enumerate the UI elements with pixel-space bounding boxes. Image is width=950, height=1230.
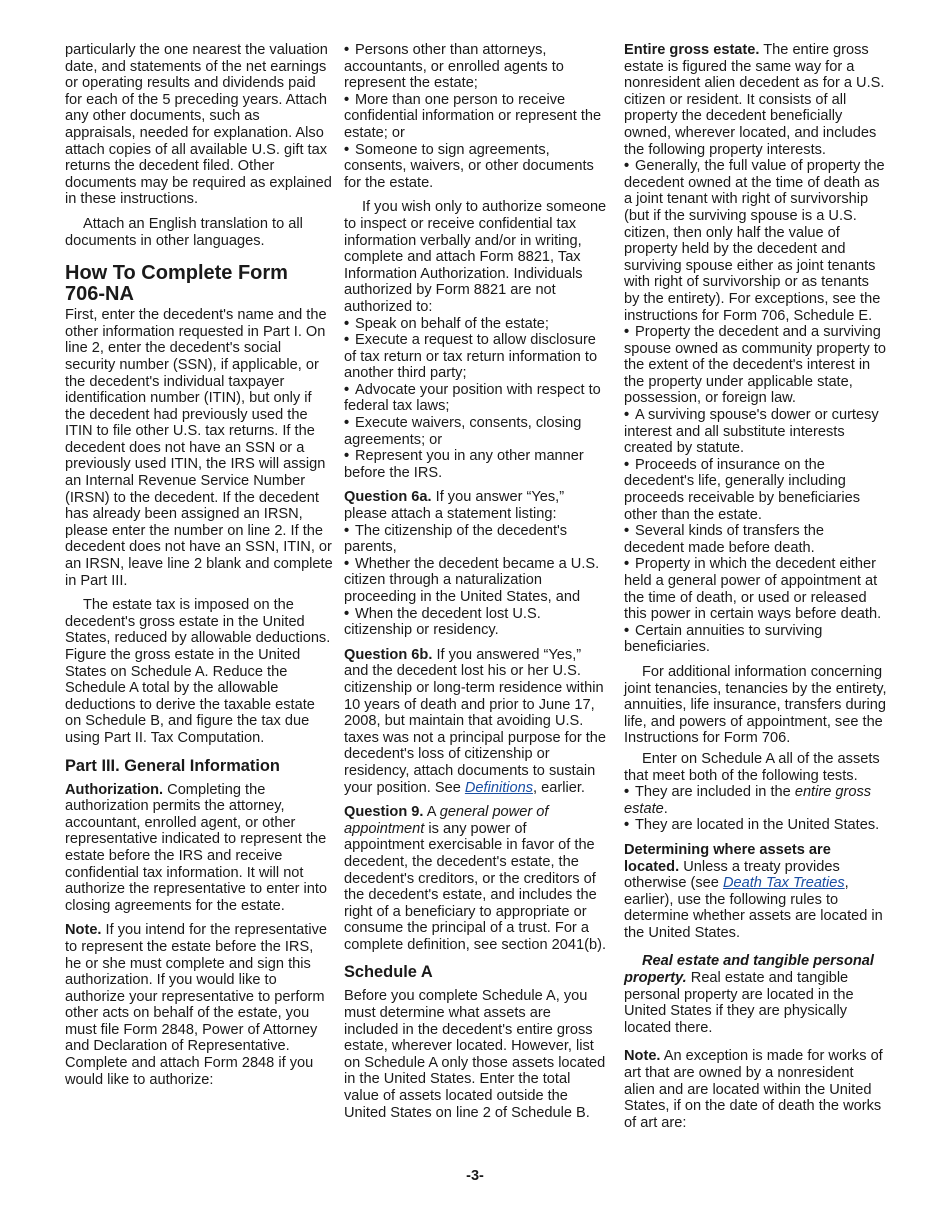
column-1: [65, 42, 333, 1096]
question-6b-after: , earlier.: [533, 779, 585, 796]
schedule-a-heading: Schedule A: [344, 963, 433, 982]
determining-location-label: Determining where assets are located.: [624, 841, 831, 875]
how-to-complete-heading: How To Complete Form 706-NA: [65, 262, 288, 306]
question-9-paragraph: [344, 804, 608, 953]
list-item: • Execute a request to allow disclosure of tax return or tax return information to another third party;: [344, 332, 608, 382]
list-item: • Advocate your position with respect to federal tax laws;: [344, 382, 608, 415]
question-6b-label: Question 6b.: [344, 646, 433, 663]
column-3: [624, 42, 888, 1139]
authorization-text: Completing the authorization permits the attorney, accountant, enrolled agent, or other representative indicated to represent the estate before the IRS and receive confidential tax information. It will not authorize the representative to enter into closing agreements for the estate.: [65, 781, 328, 914]
real-estate-text: Real estate and tangible personal property are located in the United States if they are physically located there.: [624, 970, 854, 1036]
definitions-link[interactable]: Definitions: [464, 779, 534, 796]
real-estate-label: Real estate and tangible personal property.: [624, 953, 874, 987]
list-item: • Property in which the decedent either held a general power of appointment at the time of death, or used or released this power in certain ways before death.: [624, 556, 888, 622]
question-9-term: general power of appointment: [344, 804, 549, 837]
list-item: • Several kinds of transfers the decedent made before death.: [624, 523, 888, 556]
question-6a-paragraph: [344, 489, 608, 522]
list-item: • A surviving spouse's dower or curtesy interest and all substitute interests created by statute.: [624, 407, 888, 457]
note-text: If you intend for the representative to represent the estate before the IRS, he or she must complete and sign this authorization. If you would like to authorize your representative to perform other acts on behalf of the estate, you must file Form 2848, Power of Attorney and Declaration of Representative. Complete and attach Form 2848 if you would like to authorize:: [65, 922, 328, 1088]
note-label: Note.: [65, 922, 102, 939]
decedent-info-paragraph: First, enter the decedent's name and the other information requested in Part I. On line 2, enter the decedent's social security number (SSN), if applicable, or the decedent's individual taxpayer identification number (ITIN), but only if the decedent had previously used the ITIN to file other U.S. tax returns. If the decedent does not have an SSN or a previously used ITIN, the IRS will assign an Internal Revenue Service Number (IRSN) to the decedent. If the decedent has already been assigned an IRSN, please enter the number on line 2. If the decedent does not have an SSN, ITIN, or an IRSN, leave line 2 blank and complete in Part III.: [65, 307, 333, 589]
authorization-label: Authorization.: [65, 781, 164, 798]
translation-paragraph: Attach an English translation to all documents in other languages.: [65, 215, 303, 249]
question-9-label: Question 9.: [344, 804, 424, 821]
note-paragraph: [65, 922, 333, 1088]
list-item: • Represent you in any other manner before the IRS.: [344, 448, 608, 481]
list-item: • They are located in the United States.: [624, 817, 888, 834]
additional-info-paragraph: For additional information concerning joint tenancies, tenancies by the entirety, annuities, life insurance, transfers during life, and powers of appointment, see the Instructions for Form 706.: [624, 663, 887, 747]
question-9-pre: A: [423, 804, 440, 821]
list-item: • Speak on behalf of the estate;: [344, 316, 608, 333]
determining-location-after: , earlier), use the following rules to determine whether assets are located in the United States.: [624, 875, 883, 941]
test-1-end: .: [663, 800, 668, 817]
list-item: • Execute waivers, consents, closing agreements; or: [344, 415, 608, 448]
estate-tax-paragraph: The estate tax is imposed on the decedent's gross estate in the United States, reduced by allowable deductions. Figure the gross estate in the United States on Schedule A. Reduce the Schedule A total by the allowable deductions to derive the taxable estate on Schedule B, and figure the tax due using Part II. Tax Computation.: [65, 597, 331, 746]
list-item: • Certain annuities to surviving beneficiaries.: [624, 623, 888, 656]
determining-location-text: Unless a treaty provides otherwise (see: [624, 858, 840, 892]
column-2: [344, 42, 608, 1129]
question-9-text: is any power of appointment exercisable in favor of the decedent, the decedent's estate, the decedent's creditors, or the creditors of the decedent's estate, and includes the right of a beneficiary to appropriate or consume the principal of a trust. For a complete definition, see section 2041(b).: [344, 820, 607, 953]
list-item: • Proceeds of insurance on the decedent's life, generally including proceeds receivable by beneficiaries other than the estate.: [624, 457, 888, 523]
list-item: • Generally, the full value of property the decedent owned at the time of death as a joint tenant with right of survivorship (but if the surviving spouse is a U.S. citizen, then only half the value of property held by the decedent and surviving spouse either as joint tenants with right of survivorship or as tenants by the entirety). For exceptions, see the instructions for Form 706, Schedule E.: [624, 158, 888, 324]
schedule-a-paragraph: Before you complete Schedule A, you must determine what assets are included in the decedent's entire gross estate, wherever located. However, list on Schedule A only those assets located in the United States. Enter the total value of assets located outside the United States on line 2 of Schedule B.: [344, 988, 606, 1121]
question-6b-paragraph: [344, 647, 608, 796]
list-item: [624, 784, 888, 817]
valuation-paragraph: particularly the one nearest the valuation date, and statements of the net earnings or operating results and dividends paid for each of the 5 preceding years. Attach any other documents, such as appraisals, needed for explanation. Also attach copies of all available U.S. gift tax returns the decedent filed. Other documents may be required as explained in these instructions.: [65, 42, 332, 208]
art-note-text: An exception is made for works of art that are owned by a nonresident alien and are located within the United States, if on the date of death the works of art are:: [624, 1048, 883, 1131]
form-8821-paragraph: If you wish only to authorize someone to inspect or receive confidential tax information verbally and/or in writing, complete and attach Form 8821, Tax Information Authorization. Individuals authorized by Form 8821 are not authorized to:: [344, 199, 607, 315]
enter-schedule-a-paragraph: Enter on Schedule A all of the assets that meet both of the following tests.: [624, 750, 880, 784]
question-6a-label: Question 6a.: [344, 489, 432, 506]
list-item: • Property the decedent and a surviving spouse owned as community property to the extent of the decedent's interest in the property under applicable state, possession, or foreign law.: [624, 324, 888, 407]
test-1-text: They are included in the: [635, 784, 795, 801]
art-note-paragraph: [624, 1048, 888, 1131]
list-item: • More than one person to receive confidential information or represent the estate; or: [344, 92, 608, 142]
authorization-paragraph: [65, 782, 333, 915]
entire-gross-estate-text: The entire gross estate is figured the same way for a nonresident alien decedent as for a U.S. citizen or resident. It consists of all property the decedent beneficially owned, wherever located, and includes the following property interests.: [624, 42, 885, 158]
part3-heading: Part III. General Information: [65, 756, 280, 775]
art-note-label: Note.: [624, 1048, 661, 1065]
entire-gross-estate-paragraph: [624, 42, 888, 158]
list-item: • Persons other than attorneys, accountants, or enrolled agents to represent the estate;: [344, 42, 608, 92]
list-item: • When the decedent lost U.S. citizenship or residency.: [344, 606, 608, 639]
entire-gross-estate-label: Entire gross estate.: [624, 42, 760, 58]
determining-location-paragraph: [624, 842, 888, 942]
list-item: • Whether the decedent became a U.S. citizen through a naturalization proceeding in the United States, and: [344, 556, 608, 606]
page-number: -3-: [466, 1168, 484, 1184]
list-item: • Someone to sign agreements, consents, waivers, or other documents for the estate.: [344, 142, 608, 192]
question-6b-text: If you answered “Yes,” and the decedent lost his or her U.S. citizenship or long-term residence within 10 years of death and prior to June 17, 2008, but maintain that avoiding U.S. taxes was not a principal purpose for the decedent's loss of citizenship or residency, attach documents to sustain your position. See: [344, 646, 607, 796]
test-1-term: entire gross estate: [624, 784, 872, 817]
question-6a-text: If you answer “Yes,” please attach a statement listing:: [344, 489, 565, 523]
death-tax-treaties-link[interactable]: Death Tax Treaties: [722, 875, 845, 892]
real-estate-paragraph: [624, 953, 888, 1036]
list-item: • The citizenship of the decedent's parents,: [344, 523, 608, 556]
